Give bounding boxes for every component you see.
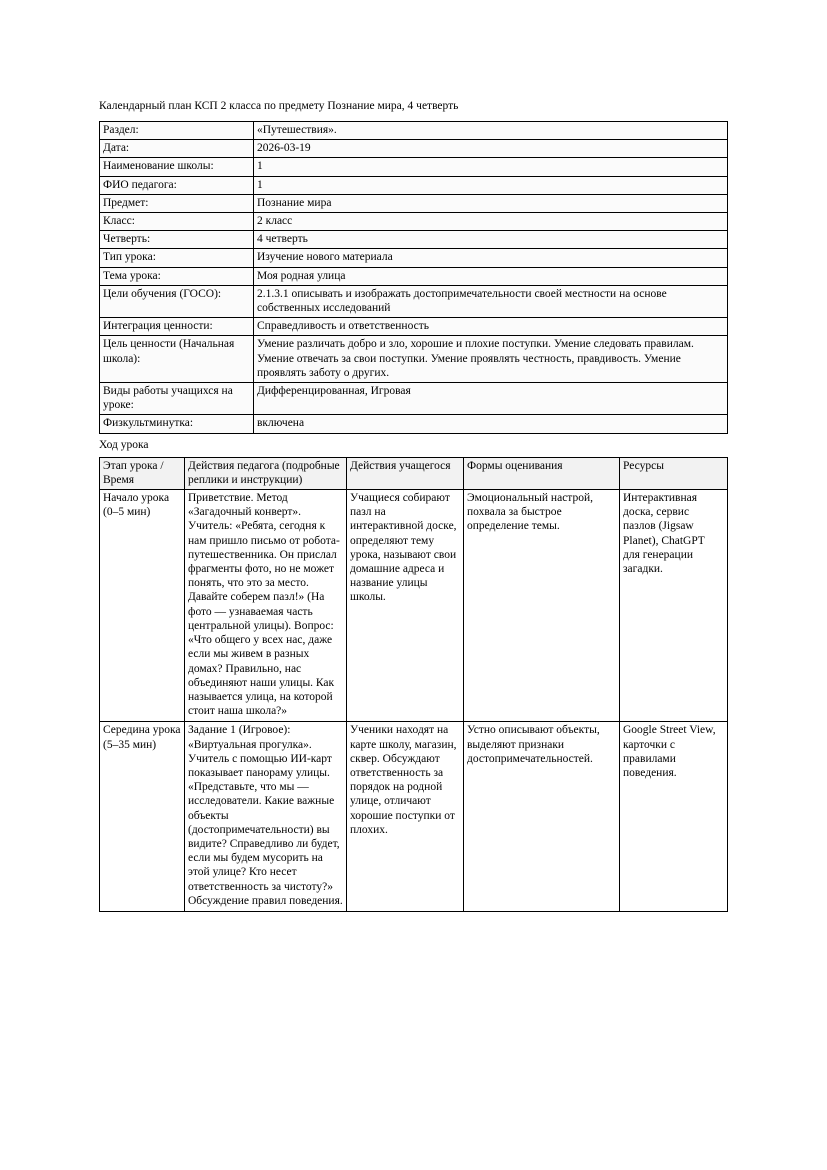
cell-teacher-actions: Приветствие. Метод «Загадочный конверт». Учитель: «Ребята, сегодня к нам пришло письмо от робота-путешественника. Он прислал фрагменты фото, но не может понять, что это за место. Давайте соберем пазл!» (На фото — узнаваемая часть центральной улицы). Вопрос: «Что общего у всех нас, даже если мы живем в разных домах? Правильно, нас объединяют наши улицы. Как называется улица, на которой стоит наша школа?» bbox=[185, 490, 347, 722]
column-header-student-actions: Действия учащегося bbox=[347, 457, 464, 489]
column-header-assessment: Формы оценивания bbox=[464, 457, 620, 489]
table-row bbox=[100, 140, 728, 158]
info-label: Четверть: bbox=[100, 231, 254, 249]
info-value: 1 bbox=[254, 158, 728, 176]
lesson-flow-table bbox=[99, 457, 728, 912]
info-label: Тема урока: bbox=[100, 267, 254, 285]
lesson-info-table bbox=[99, 121, 728, 434]
table-row bbox=[100, 213, 728, 231]
page-title: Календарный план КСП 2 класса по предмету Познание мира, 4 четверть bbox=[99, 100, 459, 112]
info-label: Физкультминутка: bbox=[100, 415, 254, 433]
info-value: 2026-03-19 bbox=[254, 140, 728, 158]
info-label: Интеграция ценности: bbox=[100, 318, 254, 336]
info-table-body bbox=[100, 122, 728, 434]
document-content bbox=[99, 99, 727, 912]
table-header-row bbox=[100, 457, 728, 489]
info-label: ФИО педагога: bbox=[100, 176, 254, 194]
info-label: Цель ценности (Начальная школа): bbox=[100, 336, 254, 383]
info-value: Моя родная улица bbox=[254, 267, 728, 285]
cell-resources: Интерактивная доска, сервис пазлов (Jigsaw Planet), ChatGPT для генерации загадки. bbox=[620, 490, 728, 722]
cell-assessment: Устно описывают объекты, выделяют признаки достопримечательностей. bbox=[464, 722, 620, 912]
table-row bbox=[100, 415, 728, 433]
info-value: 2.1.3.1 описывать и изображать достопримечательности своей местности на основе собственных исследований bbox=[254, 285, 728, 317]
info-label: Предмет: bbox=[100, 194, 254, 212]
info-value: 4 четверть bbox=[254, 231, 728, 249]
info-label: Тип урока: bbox=[100, 249, 254, 267]
column-header-stage: Этап урока / Время bbox=[100, 457, 185, 489]
info-value: Познание мира bbox=[254, 194, 728, 212]
cell-student-actions: Ученики находят на карте школу, магазин, сквер. Обсуждают ответственность за порядок на родной улице, отличают хорошие поступки от плохих. bbox=[347, 722, 464, 912]
cell-assessment: Эмоциональный настрой, похвала за быстрое определение темы. bbox=[464, 490, 620, 722]
cell-stage: Середина урока (5–35 мин) bbox=[100, 722, 185, 912]
cell-teacher-actions: Задание 1 (Игровое): «Виртуальная прогулка». Учитель с помощью ИИ-карт показывает панораму улицы. «Представьте, что мы — исследователи. Какие важные объекты (достопримечательности) вы видите? Справедливо ли будет, если мы будем мусорить на этой улице? Кто несет ответственность за чистоту?» Обсуждение правил поведения. bbox=[185, 722, 347, 912]
table-row bbox=[100, 249, 728, 267]
column-header-resources: Ресурсы bbox=[620, 457, 728, 489]
table-row bbox=[100, 285, 728, 317]
info-value: 1 bbox=[254, 176, 728, 194]
table-row bbox=[100, 722, 728, 912]
info-value: Дифференцированная, Игровая bbox=[254, 383, 728, 415]
table-row bbox=[100, 176, 728, 194]
cell-student-actions: Учащиеся собирают пазл на интерактивной доске, определяют тему урока, называют свои домашние адреса и название улицы школы. bbox=[347, 490, 464, 722]
info-value: Справедливость и ответственность bbox=[254, 318, 728, 336]
info-label: Дата: bbox=[100, 140, 254, 158]
table-row bbox=[100, 490, 728, 722]
table-row bbox=[100, 383, 728, 415]
info-label: Виды работы учащихся на уроке: bbox=[100, 383, 254, 415]
section-heading-lesson-flow: Ход урока bbox=[99, 438, 149, 451]
info-label: Наименование школы: bbox=[100, 158, 254, 176]
table-row bbox=[100, 336, 728, 383]
info-label: Раздел: bbox=[100, 122, 254, 140]
info-value: 2 класс bbox=[254, 213, 728, 231]
info-value: «Путешествия». bbox=[254, 122, 728, 140]
table-row bbox=[100, 194, 728, 212]
lesson-table-body bbox=[100, 490, 728, 912]
info-label: Цели обучения (ГОСО): bbox=[100, 285, 254, 317]
info-value: Умение различать добро и зло, хорошие и плохие поступки. Умение следовать правилам. Умение отвечать за свои поступки. Умение проявлять честность, правдивость. Умение проявлять заботу о других. bbox=[254, 336, 728, 383]
cell-stage: Начало урока (0–5 мин) bbox=[100, 490, 185, 722]
table-row bbox=[100, 318, 728, 336]
info-value: включена bbox=[254, 415, 728, 433]
column-header-teacher-actions: Действия педагога (подробные реплики и инструкции) bbox=[185, 457, 347, 489]
table-row bbox=[100, 231, 728, 249]
cell-resources: Google Street View, карточки с правилами поведения. bbox=[620, 722, 728, 912]
info-label: Класс: bbox=[100, 213, 254, 231]
info-value: Изучение нового материала bbox=[254, 249, 728, 267]
table-row bbox=[100, 267, 728, 285]
table-row bbox=[100, 158, 728, 176]
lesson-table-head bbox=[100, 457, 728, 489]
table-row bbox=[100, 122, 728, 140]
